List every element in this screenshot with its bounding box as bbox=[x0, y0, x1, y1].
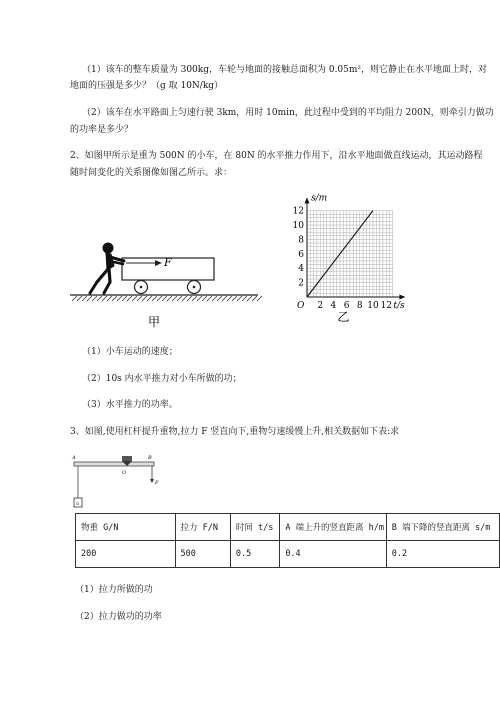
ground-hatch bbox=[212, 296, 217, 301]
grid bbox=[307, 211, 393, 297]
ground-hatch bbox=[152, 296, 157, 301]
table-cell: 200 bbox=[76, 541, 176, 568]
y-axis-label: s/m bbox=[311, 193, 328, 204]
ground bbox=[70, 295, 262, 301]
lever-bar bbox=[74, 462, 154, 466]
ground-hatch bbox=[207, 296, 212, 301]
table-cell: 500 bbox=[175, 541, 230, 568]
ground-hatch bbox=[227, 296, 232, 301]
ground-hatch bbox=[92, 296, 97, 301]
axes bbox=[305, 197, 406, 299]
p2-q1: （1）小车运动的速度； bbox=[82, 347, 178, 357]
table-header-cell: A 端上升的竖直距离 h/m bbox=[280, 514, 386, 541]
ground-hatch bbox=[157, 296, 162, 301]
p3-q2: （2）拉力做功的功率 bbox=[75, 612, 162, 622]
p1-q2-line1: （2）该车在水平路面上匀速行驶 3km，用时 10min，此过程中受到的平均阻力 200N，则牵引力做功 bbox=[82, 108, 494, 118]
pull-force-label: F bbox=[155, 480, 159, 486]
lever-label-a: A bbox=[72, 455, 76, 461]
table-header-cell: B 端下降的竖直距离 s/m bbox=[386, 514, 499, 541]
x-axis-arrow bbox=[399, 295, 405, 300]
table-header-row bbox=[76, 514, 500, 541]
ground-hatch bbox=[237, 296, 242, 301]
ground-hatch bbox=[177, 296, 182, 301]
ground-hatch bbox=[187, 296, 192, 301]
ground-hatch bbox=[117, 296, 122, 301]
ground-hatch bbox=[247, 296, 252, 301]
force-arrow bbox=[126, 260, 162, 266]
ground-hatch bbox=[97, 296, 102, 301]
ground-hatch bbox=[222, 296, 227, 301]
ground-hatch bbox=[202, 296, 207, 301]
p2-q2: （2）10s 内水平推力对小车所做的功； bbox=[82, 374, 242, 384]
y-tick-label: 12 bbox=[292, 206, 304, 217]
ground-hatch bbox=[167, 296, 172, 301]
figure-cart bbox=[66, 236, 266, 336]
x-tick-label: 10 bbox=[367, 301, 379, 311]
weight-label: G bbox=[76, 501, 80, 506]
table-header-cell: 拉力 F/N bbox=[175, 514, 230, 541]
ground-hatch bbox=[132, 296, 137, 301]
ground-hatch bbox=[172, 296, 177, 301]
p2-stem-line2: 随时间变化的关系图像如图乙所示。求： bbox=[70, 168, 233, 178]
x-tick-label: 8 bbox=[356, 301, 363, 311]
ground-hatch bbox=[192, 296, 197, 301]
figure-lever bbox=[66, 452, 176, 510]
ground-hatch bbox=[162, 296, 167, 301]
figure-a-caption: 甲 bbox=[148, 315, 161, 329]
ground-hatch bbox=[107, 296, 112, 301]
ground-hatch bbox=[242, 296, 247, 301]
ground-hatch bbox=[257, 296, 262, 301]
y-tick-label: 8 bbox=[298, 235, 304, 246]
p3-stem: 3、如图,使用杠杆提升重物,拉力 F 竖直向下,重物匀速缓慢上升,相关数据如下表:求 bbox=[70, 427, 400, 437]
y-tick-label: 2 bbox=[298, 278, 304, 289]
x-tick-label: 2 bbox=[317, 301, 324, 311]
table-header-cell: 物重 G/N bbox=[76, 514, 176, 541]
x-tick-label: 4 bbox=[330, 301, 337, 311]
force-label: F bbox=[164, 256, 172, 269]
ground-hatch bbox=[182, 296, 187, 301]
y-tick-label: 10 bbox=[292, 221, 304, 231]
ground-hatch bbox=[147, 296, 152, 301]
p1-q2-line2: 的功率是多少？ bbox=[70, 125, 134, 135]
ground-hatch bbox=[127, 296, 132, 301]
ground-hatch bbox=[252, 296, 257, 301]
ground-hatch bbox=[77, 296, 82, 301]
y-tick-label: 4 bbox=[298, 264, 304, 275]
lever-label-b: B bbox=[148, 455, 152, 461]
y-tick-label: 6 bbox=[298, 249, 304, 260]
ground-hatch bbox=[137, 296, 142, 301]
st-graph bbox=[280, 190, 410, 330]
ground-hatch bbox=[232, 296, 237, 301]
ground-hatch bbox=[82, 296, 87, 301]
p3-q1: （1）拉力所做的功 bbox=[75, 585, 153, 595]
p2-q3: （3）水平推力的功率。 bbox=[82, 400, 178, 410]
lever-label-o: O bbox=[122, 470, 127, 476]
ground-hatch bbox=[122, 296, 127, 301]
ground-hatch bbox=[197, 296, 202, 301]
table-cell: 0.4 bbox=[280, 541, 386, 568]
x-axis-label: t/s bbox=[393, 301, 405, 311]
ground-hatch bbox=[217, 296, 222, 301]
y-axis-arrow bbox=[305, 197, 310, 203]
p2-stem-line1: 2、如图甲所示是重为 500N 的小车，在 80N 的水平推力作用下，沿水平地面做直线运动，其运动路程 bbox=[70, 151, 483, 161]
table-header-cell: 时间 t/s bbox=[230, 514, 279, 541]
person-silhouette bbox=[90, 243, 124, 293]
ground-hatch bbox=[72, 296, 77, 301]
p1-q1-line2: 地面的压强是多少？（g 取 10N/kg） bbox=[70, 81, 224, 91]
figure-b-caption: 乙 bbox=[337, 310, 350, 324]
ground-hatch bbox=[142, 296, 147, 301]
table-cell: 0.5 bbox=[230, 541, 279, 568]
origin-label: O bbox=[297, 301, 305, 311]
data-table bbox=[75, 513, 500, 568]
pull-force-arrow bbox=[150, 466, 154, 483]
table-row bbox=[76, 541, 500, 568]
p1-q1-line1: （1）该车的整车质量为 300kg，车轮与地面的接触总面积为 0.05m²，则它静止在水平地面上时，对 bbox=[82, 65, 488, 75]
x-tick-label: 6 bbox=[343, 301, 350, 311]
table-cell: 0.2 bbox=[386, 541, 499, 568]
ground-hatch bbox=[87, 296, 92, 301]
ground-hatch bbox=[102, 296, 107, 301]
ground-hatch bbox=[112, 296, 117, 301]
x-tick-label: 12 bbox=[380, 301, 392, 311]
